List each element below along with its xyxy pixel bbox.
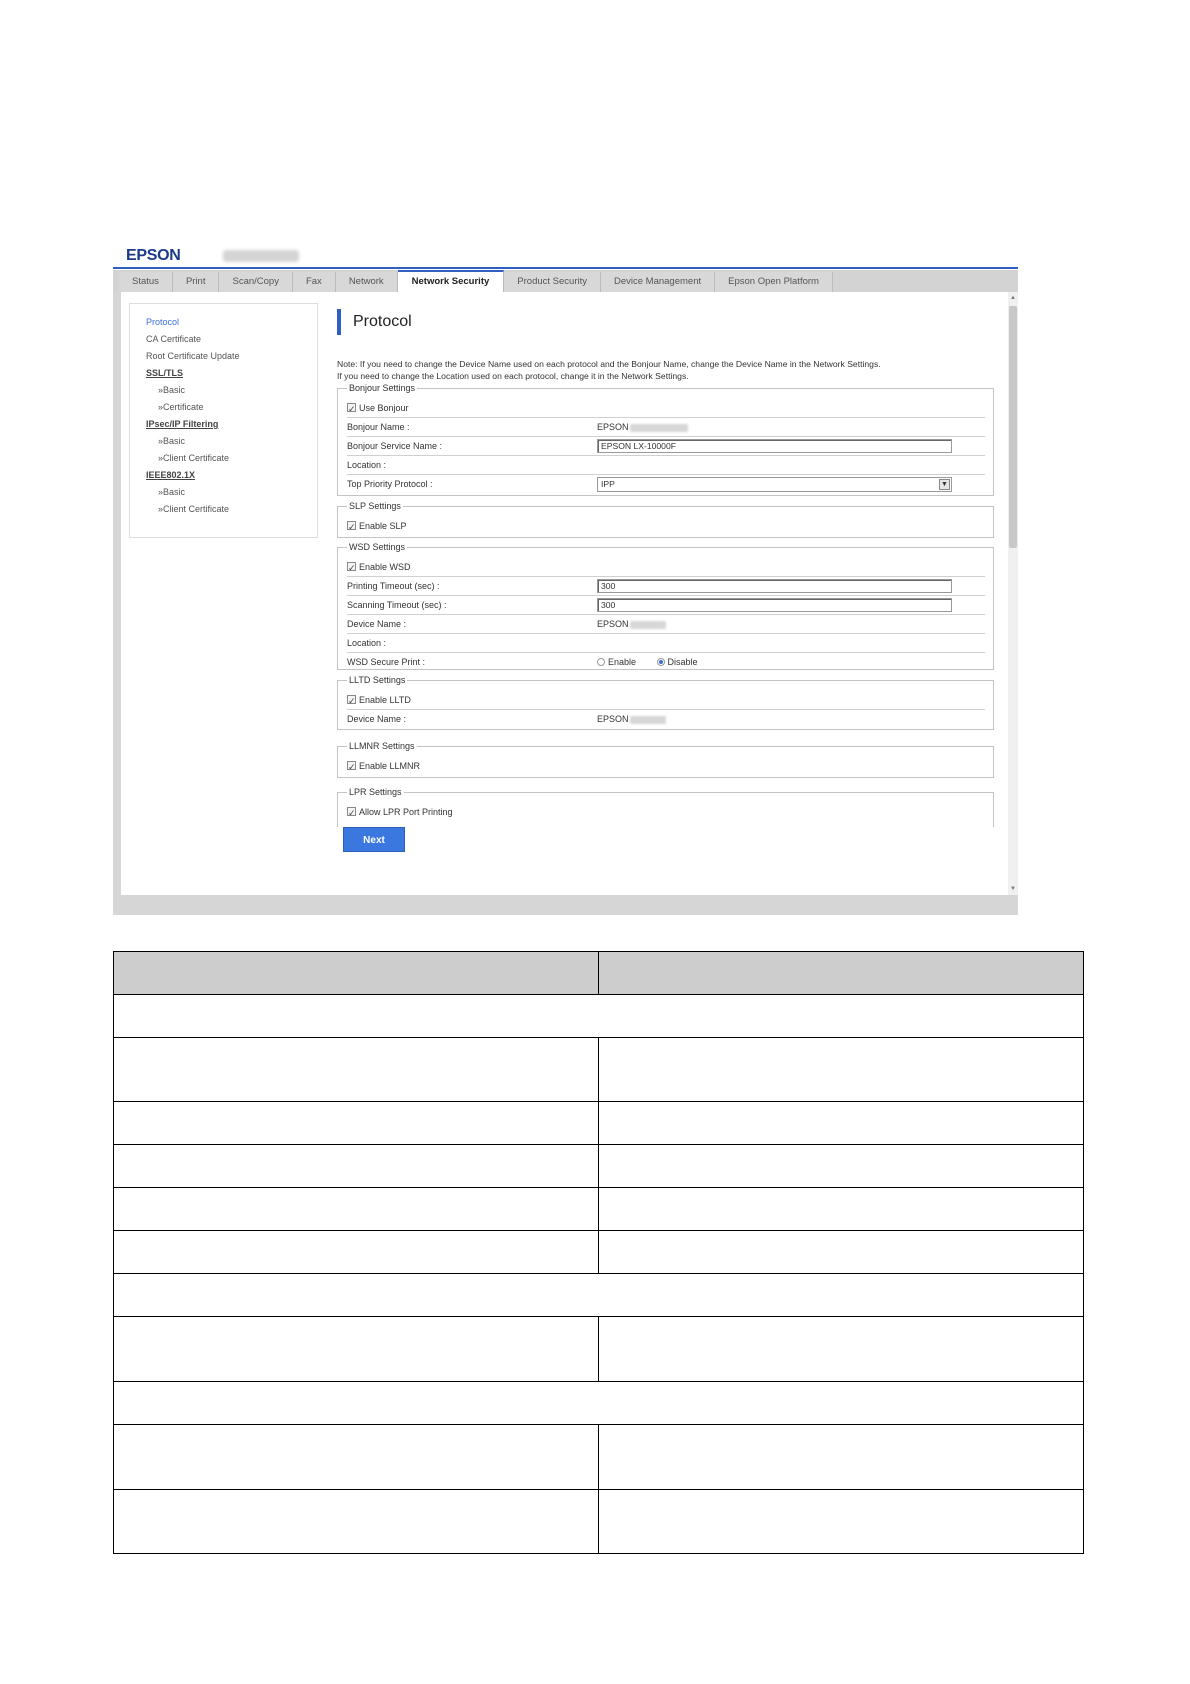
use-bonjour-checkbox[interactable] — [347, 403, 356, 412]
frame-bottom-border — [113, 895, 1018, 915]
table-cell — [599, 1038, 1084, 1102]
bonjour-location-row — [347, 456, 985, 475]
wsd-device-name-label: Device Name : — [347, 619, 407, 629]
enable-wsd-checkbox[interactable] — [347, 562, 356, 571]
table-cell — [114, 1038, 599, 1102]
table-cell — [114, 1317, 599, 1382]
table-row — [114, 1490, 1084, 1554]
table-section-row — [114, 1382, 1084, 1425]
llmnr-settings — [337, 741, 994, 778]
wsd-device-name-value: EPSON — [597, 619, 629, 629]
sidebar-item-ieee-basic[interactable]: »Basic — [158, 487, 186, 497]
slp-settings — [337, 501, 994, 538]
wsd-device-name-blurred — [630, 621, 666, 629]
frame-left-border — [113, 292, 121, 915]
bonjour-service-row — [347, 437, 985, 456]
table-row — [114, 1425, 1084, 1490]
sidebar-group-ieee8021x[interactable]: IEEE802.1X — [146, 470, 196, 480]
table-section-row — [114, 995, 1084, 1038]
enable-slp-checkbox[interactable] — [347, 521, 356, 530]
enable-lltd-label: Enable LLTD — [359, 695, 411, 705]
enable-llmnr-label: Enable LLMNR — [359, 761, 421, 771]
wsd-location-label: Location : — [347, 638, 387, 648]
header-divider — [113, 267, 1018, 269]
bonjour-name-blurred — [630, 424, 688, 432]
bonjour-settings — [337, 383, 994, 496]
table-section-cell — [114, 995, 1084, 1038]
table-section-cell — [114, 1382, 1084, 1425]
model-name-blurred — [223, 250, 299, 262]
enable-wsd-row — [347, 558, 985, 577]
lltd-legend: LLTD Settings — [349, 675, 406, 685]
tab-epson-open-platform[interactable]: Epson Open Platform — [715, 272, 833, 292]
enable-slp-row — [347, 517, 985, 536]
enable-wsd-label: Enable WSD — [359, 562, 411, 572]
secure-print-disable-radio[interactable] — [657, 658, 665, 666]
table-cell — [114, 1231, 599, 1274]
page-title: Protocol — [337, 309, 412, 335]
wsd-secure-print-row — [347, 653, 985, 672]
top-priority-select[interactable] — [597, 477, 952, 492]
scroll-down-arrow-icon[interactable]: ▼ — [1010, 886, 1016, 892]
slp-legend: SLP Settings — [349, 501, 401, 511]
enable-llmnr-checkbox[interactable] — [347, 761, 356, 770]
allow-lpr-row — [347, 803, 985, 822]
wsd-location-row — [347, 634, 985, 653]
secure-print-disable-label: Disable — [667, 657, 698, 667]
table-cell — [114, 1425, 599, 1490]
table-section-cell — [114, 1274, 1084, 1317]
allow-lpr-checkbox[interactable] — [347, 807, 356, 816]
sidebar-item-root-certificate-update[interactable]: Root Certificate Update — [146, 351, 240, 361]
sidebar-group-ipsec[interactable]: IPsec/IP Filtering — [146, 419, 219, 429]
sidebar-item-ssl-basic[interactable]: »Basic — [158, 385, 186, 395]
scanning-timeout-input[interactable]: 300 — [597, 598, 952, 612]
scrollbar-thumb[interactable] — [1009, 306, 1017, 548]
note-line-2: If you need to change the Location used on each protocol, change it in the Network Settings. — [337, 371, 689, 381]
allow-lpr-label: Allow LPR Port Printing — [359, 807, 453, 817]
sidebar-item-ipsec-basic[interactable]: »Basic — [158, 436, 186, 446]
table-cell — [114, 1188, 599, 1231]
use-bonjour-row — [347, 399, 985, 418]
bonjour-service-input[interactable]: EPSON LX-10000F — [597, 439, 952, 453]
table-cell — [599, 1317, 1084, 1382]
lltd-device-name-blurred — [630, 716, 666, 724]
enable-lltd-row — [347, 691, 985, 710]
enable-lltd-checkbox[interactable] — [347, 695, 356, 704]
lpr-settings — [337, 787, 994, 827]
top-priority-value: IPP — [601, 479, 615, 489]
use-bonjour-label: Use Bonjour — [359, 403, 409, 413]
printing-timeout-label: Printing Timeout (sec) : — [347, 581, 440, 591]
llmnr-legend: LLMNR Settings — [349, 741, 415, 751]
sidebar-item-ipsec-client-certificate[interactable]: »Client Certificate — [158, 453, 230, 463]
scanning-timeout-row — [347, 596, 985, 615]
table-cell — [599, 1188, 1084, 1231]
bonjour-service-label: Bonjour Service Name : — [347, 441, 443, 451]
table-cell — [599, 1231, 1084, 1274]
scrollbar[interactable] — [1008, 292, 1018, 895]
sidebar-group-ssl-tls[interactable]: SSL/TLS — [146, 368, 184, 378]
printing-timeout-row — [347, 577, 985, 596]
bonjour-name-row — [347, 418, 985, 437]
table-header-row — [114, 952, 1084, 995]
lltd-settings — [337, 675, 994, 730]
secure-print-enable-label: Enable — [608, 657, 637, 667]
lltd-device-name-value: EPSON — [597, 714, 629, 724]
table-row — [114, 1145, 1084, 1188]
bonjour-location-label: Location : — [347, 460, 387, 470]
table-section-row — [114, 1274, 1084, 1317]
sidebar-item-ieee-client-certificate[interactable]: »Client Certificate — [158, 504, 230, 514]
bonjour-name-value: EPSON — [597, 422, 629, 432]
top-priority-row — [347, 475, 985, 494]
table-row — [114, 1231, 1084, 1274]
lltd-device-name-row — [347, 710, 985, 729]
bonjour-legend: Bonjour Settings — [349, 383, 416, 393]
sidebar-item-protocol[interactable]: Protocol — [146, 317, 180, 327]
secure-print-enable-radio[interactable] — [597, 658, 605, 666]
note-text — [337, 358, 1002, 382]
chevron-down-icon: ▼ — [939, 479, 950, 490]
wsd-settings — [337, 542, 994, 670]
table-row — [114, 1317, 1084, 1382]
table-cell — [599, 1490, 1084, 1554]
table-cell — [114, 1490, 599, 1554]
tab-print[interactable]: Print — [173, 272, 220, 292]
sidebar-menu — [129, 303, 318, 538]
table-header-cell — [114, 952, 599, 995]
main-content — [337, 297, 1002, 827]
table-cell — [599, 1425, 1084, 1490]
next-button[interactable]: Next — [343, 827, 405, 852]
table-row — [114, 1038, 1084, 1102]
header — [113, 240, 1018, 267]
epson-logo: EPSON — [126, 247, 181, 264]
table-cell — [599, 1145, 1084, 1188]
main-tabs — [113, 270, 1018, 292]
sidebar-item-ssl-certificate[interactable]: »Certificate — [158, 402, 204, 412]
note-line-1: Note: If you need to change the Device Name used on each protocol and the Bonjour Name, change the Device Name in the Network Settings. — [337, 359, 881, 369]
table-row — [114, 1188, 1084, 1231]
tab-device-management[interactable]: Device Management — [601, 272, 715, 292]
table-cell — [599, 1102, 1084, 1145]
tab-network-security[interactable]: Network Security — [398, 270, 505, 292]
table-cell — [114, 1102, 599, 1145]
scroll-up-arrow-icon[interactable]: ▲ — [1010, 295, 1016, 301]
enable-slp-label: Enable SLP — [359, 521, 407, 531]
wsd-secure-print-label: WSD Secure Print : — [347, 657, 426, 667]
top-priority-label: Top Priority Protocol : — [347, 479, 433, 489]
tab-network[interactable]: Network — [336, 272, 398, 292]
settings-table — [113, 951, 1084, 1554]
scanning-timeout-label: Scanning Timeout (sec) : — [347, 600, 447, 610]
lltd-device-name-label: Device Name : — [347, 714, 407, 724]
tab-fax[interactable]: Fax — [293, 272, 336, 292]
printing-timeout-input[interactable]: 300 — [597, 579, 952, 593]
browser-screenshot — [113, 240, 1018, 915]
lpr-legend: LPR Settings — [349, 787, 402, 797]
table-row — [114, 1102, 1084, 1145]
table-cell — [114, 1145, 599, 1188]
bonjour-name-label: Bonjour Name : — [347, 422, 410, 432]
wsd-legend: WSD Settings — [349, 542, 406, 552]
wsd-device-name-row — [347, 615, 985, 634]
tab-scan-copy[interactable]: Scan/Copy — [219, 272, 292, 292]
tab-product-security[interactable]: Product Security — [504, 272, 601, 292]
sidebar-item-ca-certificate[interactable]: CA Certificate — [146, 334, 202, 344]
tab-status[interactable]: Status — [119, 272, 173, 292]
table-header-cell — [599, 952, 1084, 995]
enable-llmnr-row — [347, 757, 985, 776]
